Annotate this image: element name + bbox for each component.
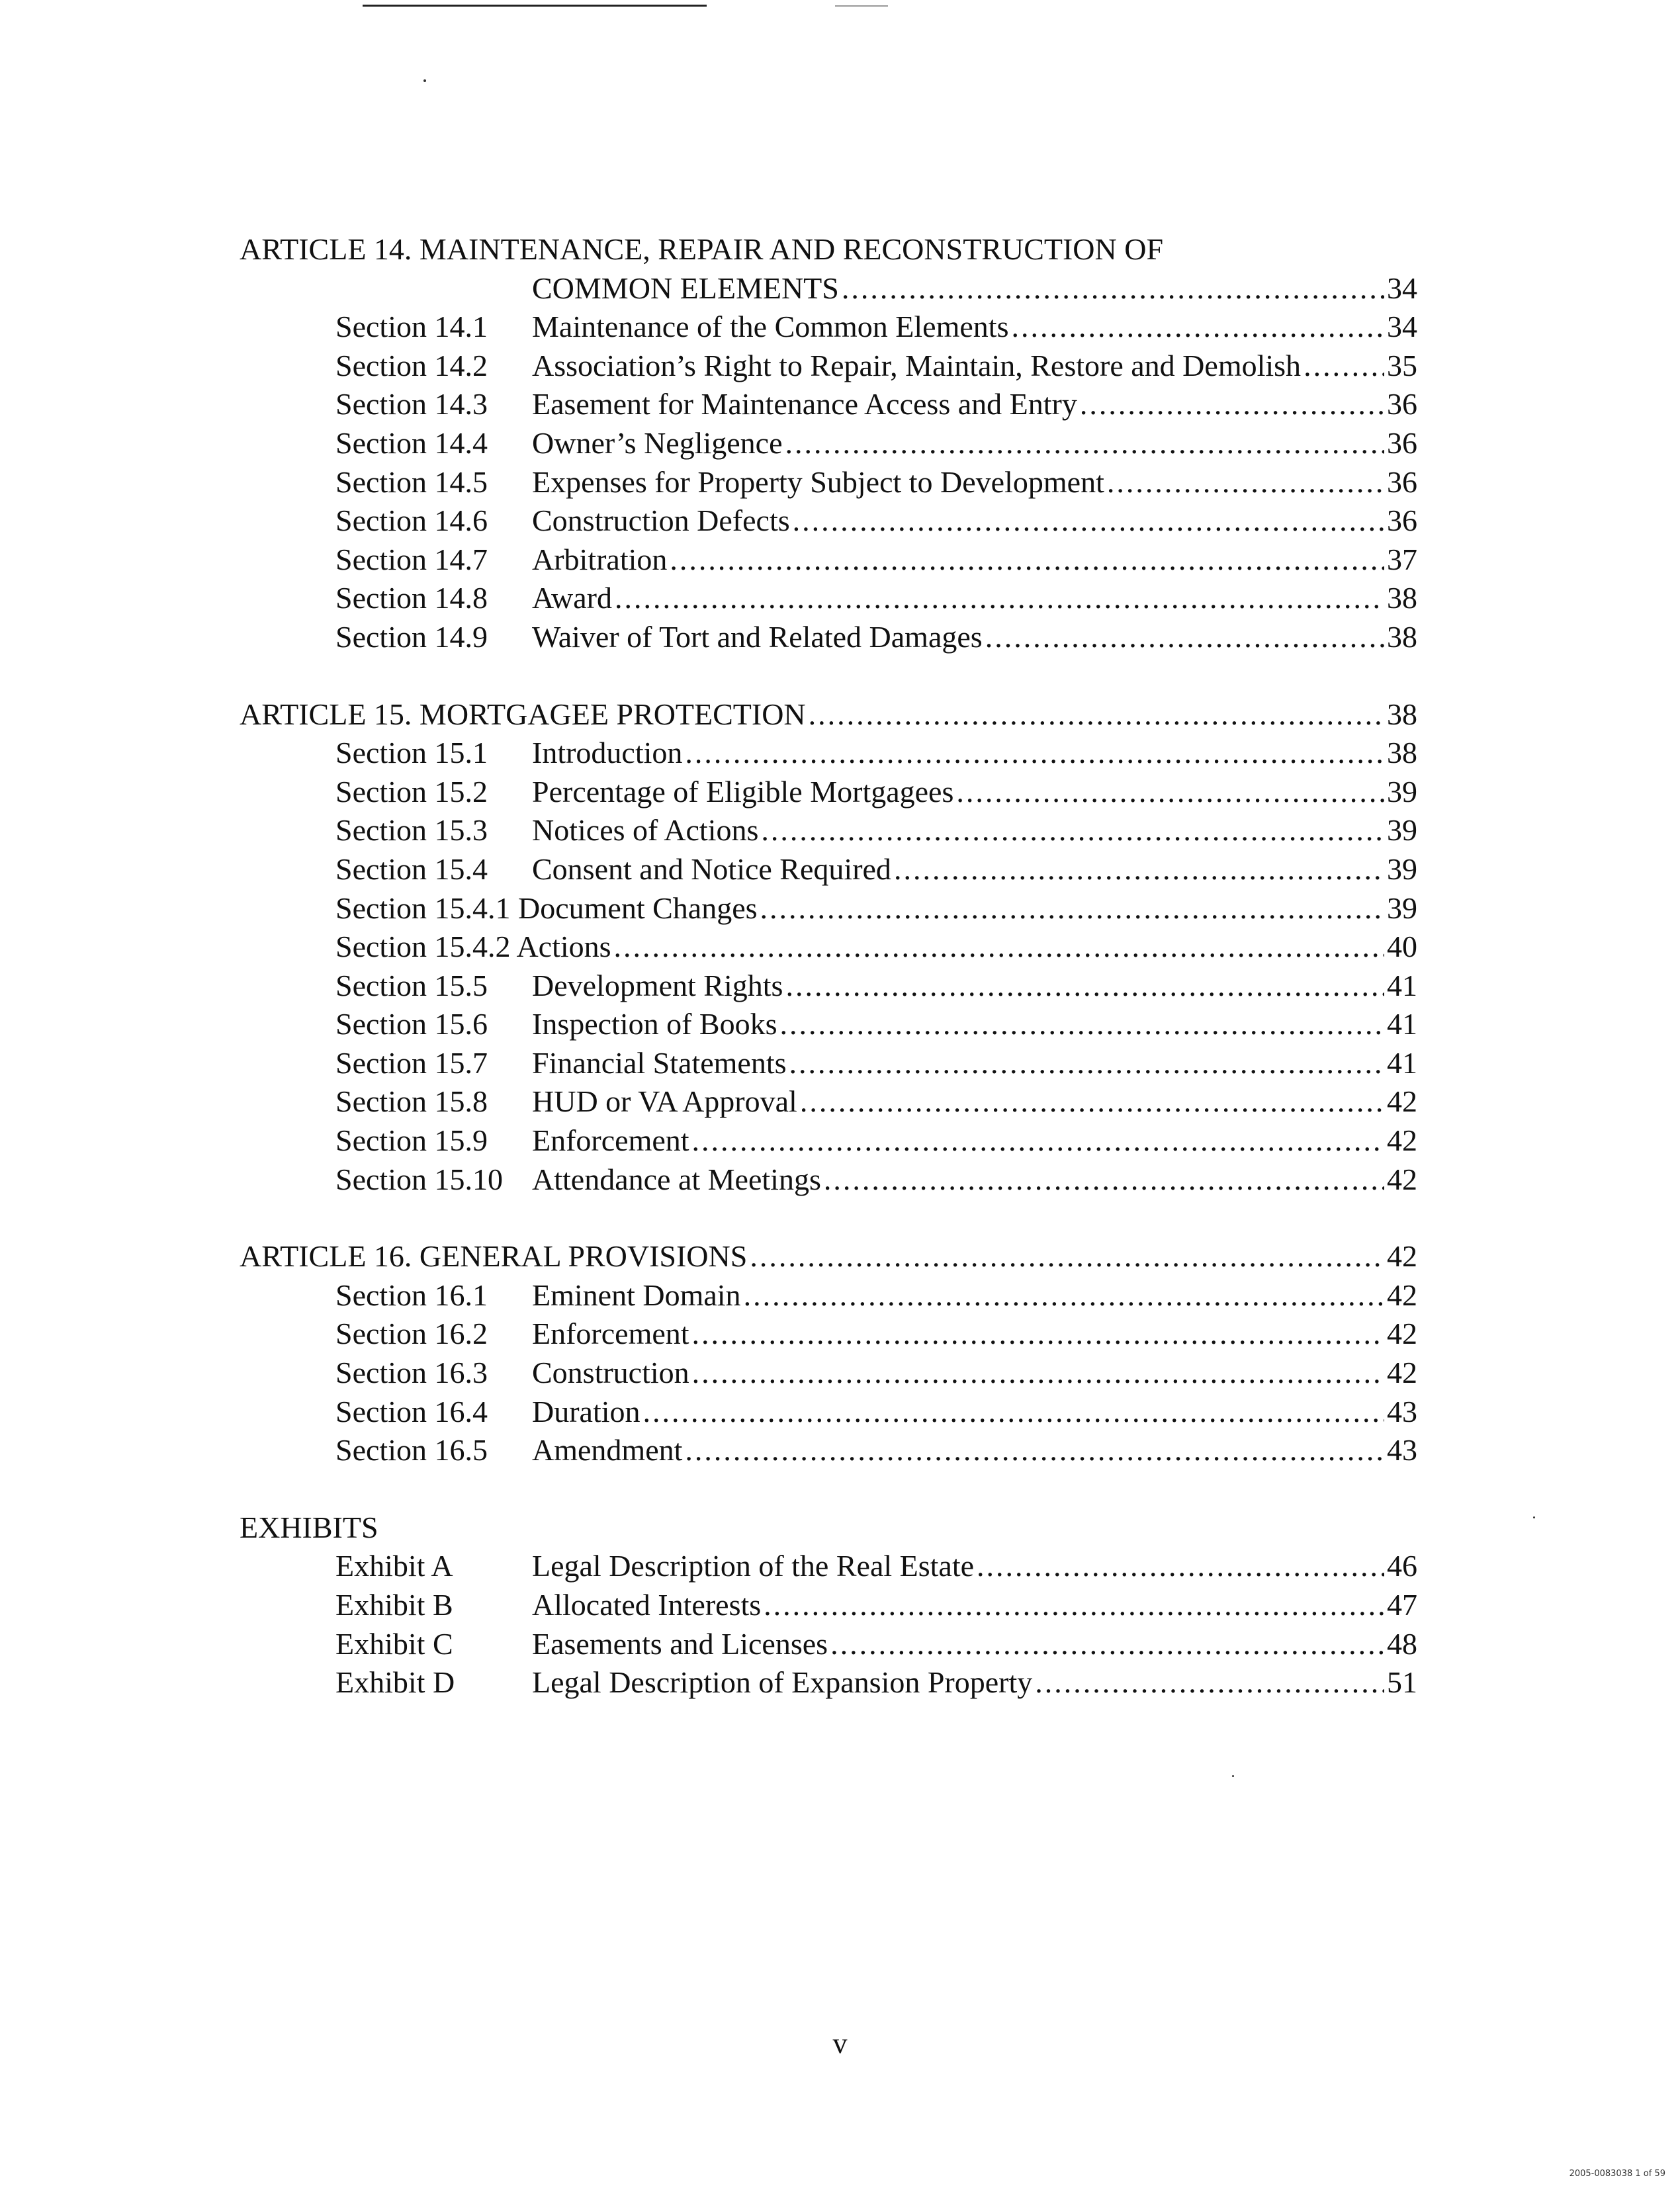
section-number: Section 14.3 — [335, 387, 488, 421]
toc-entry — [240, 1160, 1417, 1200]
page-number: 41 — [1387, 968, 1417, 1002]
section-title: Construction — [532, 1356, 689, 1390]
section-number: Section 15.9 — [335, 1123, 488, 1158]
page-number: 43 — [1387, 1433, 1417, 1467]
page-number: 39 — [1387, 813, 1417, 848]
page-number: 46 — [1387, 1549, 1417, 1583]
page-number: 42 — [1387, 1239, 1417, 1274]
toc-entry — [240, 1315, 1417, 1354]
page-number: 43 — [1387, 1394, 1417, 1428]
page-number: 41 — [1387, 1007, 1417, 1041]
page-number-footer: v — [832, 2027, 848, 2060]
toc-entry — [240, 463, 1417, 502]
page-number: 36 — [1387, 464, 1417, 499]
scan-artifact-line — [363, 5, 707, 7]
spacer — [240, 657, 1417, 695]
toc-entry — [240, 1431, 1417, 1470]
section-title: Enforcement — [532, 1317, 689, 1351]
toc-entry — [240, 1044, 1417, 1083]
section-number: Section 15.2 — [335, 774, 488, 809]
exhibits-title: EXHIBITS — [240, 1510, 378, 1544]
toc-entry — [240, 850, 1417, 889]
article-heading — [240, 695, 1417, 734]
scan-artifact-speck — [1533, 1516, 1535, 1518]
section-title: Inspection of Books — [532, 1007, 777, 1041]
dot-leader — [824, 1160, 1384, 1200]
toc-entry — [240, 618, 1417, 657]
dot-leader — [692, 1121, 1384, 1160]
section-number: Section 15.4.1 — [335, 891, 511, 925]
section-title: Duration — [532, 1394, 641, 1428]
dot-leader — [615, 579, 1384, 618]
page-number: 42 — [1387, 1123, 1417, 1158]
section-title: Enforcement — [532, 1123, 689, 1158]
section-title: HUD or VA Approval — [532, 1084, 797, 1119]
exhibit-label: Exhibit B — [335, 1588, 453, 1622]
section-title: Maintenance of the Common Elements — [532, 310, 1009, 344]
section-number: Section 15.8 — [335, 1084, 488, 1119]
dot-leader — [977, 1547, 1384, 1586]
page-number: 39 — [1387, 852, 1417, 886]
section-title: Eminent Domain — [532, 1278, 741, 1312]
dot-leader — [842, 269, 1384, 308]
page-number: 47 — [1387, 1588, 1417, 1622]
section-number: Section 14.7 — [335, 542, 488, 576]
section-title: Financial Statements — [532, 1045, 787, 1080]
page-number: 41 — [1387, 1045, 1417, 1080]
toc-entry — [240, 1276, 1417, 1315]
section-number: Section 15.3 — [335, 813, 488, 848]
toc-entry — [240, 1354, 1417, 1393]
exhibit-title: Easements and Licenses — [532, 1626, 828, 1661]
dot-leader — [985, 618, 1384, 657]
dot-leader — [789, 1044, 1384, 1083]
toc-entry — [240, 1663, 1417, 1702]
page-number: 39 — [1387, 774, 1417, 809]
scan-artifact-speck — [423, 79, 426, 82]
dot-leader — [1011, 308, 1384, 347]
dot-leader — [760, 889, 1384, 928]
section-number: Section 14.1 — [335, 310, 488, 344]
section-number: Section 14.5 — [335, 464, 488, 499]
dot-leader — [1035, 1663, 1384, 1702]
section-number: Section 15.4 — [335, 852, 488, 886]
toc-entry — [240, 811, 1417, 850]
article-title: ARTICLE 14. MAINTENANCE, REPAIR AND RECONSTRUCTION OF — [240, 232, 1164, 266]
table-of-contents — [240, 230, 1417, 1702]
page-number: 42 — [1387, 1084, 1417, 1119]
section-title: Association’s Right to Repair, Maintain, Restore and Demolish — [532, 348, 1302, 382]
page-number: 38 — [1387, 697, 1417, 731]
toc-entry — [240, 541, 1417, 580]
page-number: 36 — [1387, 503, 1417, 538]
page-number: 34 — [1387, 271, 1417, 305]
page-number: 42 — [1387, 1317, 1417, 1351]
section-title: Consent and Notice Required — [532, 852, 891, 886]
page-number: 34 — [1387, 310, 1417, 344]
section-number: Section 14.6 — [335, 503, 488, 538]
toc-entry — [240, 1121, 1417, 1160]
section-number: Section 15.7 — [335, 1045, 488, 1080]
page-number: 38 — [1387, 619, 1417, 654]
dot-leader — [830, 1625, 1384, 1664]
toc-entry — [240, 579, 1417, 618]
section-number: Section 16.4 — [335, 1394, 488, 1428]
dot-leader — [785, 424, 1384, 463]
toc-entry — [240, 502, 1417, 541]
dot-leader — [1107, 463, 1384, 502]
page-number: 42 — [1387, 1162, 1417, 1196]
dot-leader — [1080, 385, 1384, 424]
section-number: Section 16.5 — [335, 1433, 488, 1467]
page-number: 38 — [1387, 736, 1417, 770]
article-title: ARTICLE 16. GENERAL PROVISIONS — [240, 1239, 748, 1274]
section-title: Introduction — [532, 736, 683, 770]
section-number: Section 15.10 — [335, 1162, 503, 1196]
page-number: 48 — [1387, 1626, 1417, 1661]
section-title: Development Rights — [532, 968, 783, 1002]
dot-leader — [692, 1354, 1384, 1393]
section-number: Section 14.9 — [335, 619, 488, 654]
section-title: Notices of Actions — [532, 813, 759, 848]
dot-leader — [750, 1237, 1384, 1276]
section-number: Section 14.4 — [335, 425, 488, 460]
page-number: 42 — [1387, 1356, 1417, 1390]
section-title: Owner’s Negligence — [532, 425, 783, 460]
toc-entry — [240, 308, 1417, 347]
toc-entry — [240, 773, 1417, 812]
page-number: 37 — [1387, 542, 1417, 576]
section-title: Construction Defects — [532, 503, 790, 538]
page-number: 42 — [1387, 1278, 1417, 1312]
section-number: Section 14.2 — [335, 348, 488, 382]
section-title: Amendment — [532, 1433, 683, 1467]
toc-entry — [240, 1393, 1417, 1432]
toc-entry — [240, 889, 1417, 928]
article-heading — [240, 230, 1417, 269]
dot-leader — [809, 695, 1384, 734]
section-title: Award — [532, 581, 612, 615]
toc-entry — [240, 967, 1417, 1006]
section-number: Section 16.3 — [335, 1356, 488, 1390]
exhibit-label: Exhibit A — [335, 1549, 453, 1583]
scan-artifact-dots — [835, 5, 888, 7]
dot-leader — [780, 1005, 1384, 1044]
dot-leader — [692, 1315, 1384, 1354]
section-number: Section 16.2 — [335, 1317, 488, 1351]
section-title: Waiver of Tort and Related Damages — [532, 619, 983, 654]
section-number: Section 14.8 — [335, 581, 488, 615]
section-title: Document Changes — [510, 891, 758, 925]
dot-leader — [800, 1082, 1384, 1121]
exhibit-title: Allocated Interests — [532, 1588, 762, 1622]
exhibit-title: Legal Description of the Real Estate — [532, 1549, 975, 1583]
page-number: 39 — [1387, 891, 1417, 925]
dot-leader — [670, 541, 1384, 580]
section-number: Section 15.1 — [335, 736, 488, 770]
page-number: 51 — [1387, 1665, 1417, 1700]
toc-entry — [240, 928, 1417, 967]
toc-entry — [240, 424, 1417, 463]
exhibit-label: Exhibit C — [335, 1626, 453, 1661]
dot-leader — [685, 734, 1384, 773]
section-number: Section 15.4.2 — [335, 930, 511, 964]
section-number: Section 15.6 — [335, 1007, 488, 1041]
toc-entry — [240, 347, 1417, 386]
exhibit-label: Exhibit D — [335, 1665, 455, 1700]
article-heading-continued — [240, 269, 1417, 308]
toc-entry — [240, 1547, 1417, 1586]
dot-leader — [643, 1393, 1384, 1432]
dot-leader — [793, 502, 1384, 541]
exhibit-title: Legal Description of Expansion Property — [532, 1665, 1033, 1700]
dot-leader — [744, 1276, 1384, 1315]
scan-artifact-speck — [1232, 1775, 1234, 1777]
dot-leader — [1304, 347, 1384, 386]
toc-entry — [240, 1005, 1417, 1044]
toc-entry — [240, 1082, 1417, 1121]
page-number: 36 — [1387, 425, 1417, 460]
dot-leader — [956, 773, 1384, 812]
toc-entry — [240, 1586, 1417, 1625]
article-title-continued: COMMON ELEMENTS — [532, 271, 839, 305]
toc-entry — [240, 385, 1417, 424]
spacer — [240, 1199, 1417, 1237]
section-title: Attendance at Meetings — [532, 1162, 821, 1196]
dot-leader — [764, 1586, 1384, 1625]
section-title: Expenses for Property Subject to Development — [532, 464, 1104, 499]
section-title: Percentage of Eligible Mortgagees — [532, 774, 954, 809]
toc-entry — [240, 1625, 1417, 1664]
section-number: Section 16.1 — [335, 1278, 488, 1312]
dot-leader — [685, 1431, 1384, 1470]
dot-leader — [761, 811, 1384, 850]
document-stamp: 2005-0083038 1 of 59 — [1569, 2169, 1665, 2179]
spacer — [240, 1470, 1417, 1508]
page-number: 40 — [1387, 930, 1417, 964]
section-title: Actions — [510, 930, 611, 964]
section-number: Section 15.5 — [335, 968, 488, 1002]
page-number: 36 — [1387, 387, 1417, 421]
dot-leader — [785, 967, 1384, 1006]
toc-entry — [240, 734, 1417, 773]
page-number: 38 — [1387, 581, 1417, 615]
section-title: Easement for Maintenance Access and Entry — [532, 387, 1077, 421]
dot-leader — [614, 928, 1384, 967]
exhibits-heading — [240, 1508, 1417, 1548]
dot-leader — [894, 850, 1384, 889]
page-number: 35 — [1387, 348, 1417, 382]
article-title: ARTICLE 15. MORTGAGEE PROTECTION — [240, 697, 806, 731]
section-title: Arbitration — [532, 542, 668, 576]
article-heading — [240, 1237, 1417, 1276]
